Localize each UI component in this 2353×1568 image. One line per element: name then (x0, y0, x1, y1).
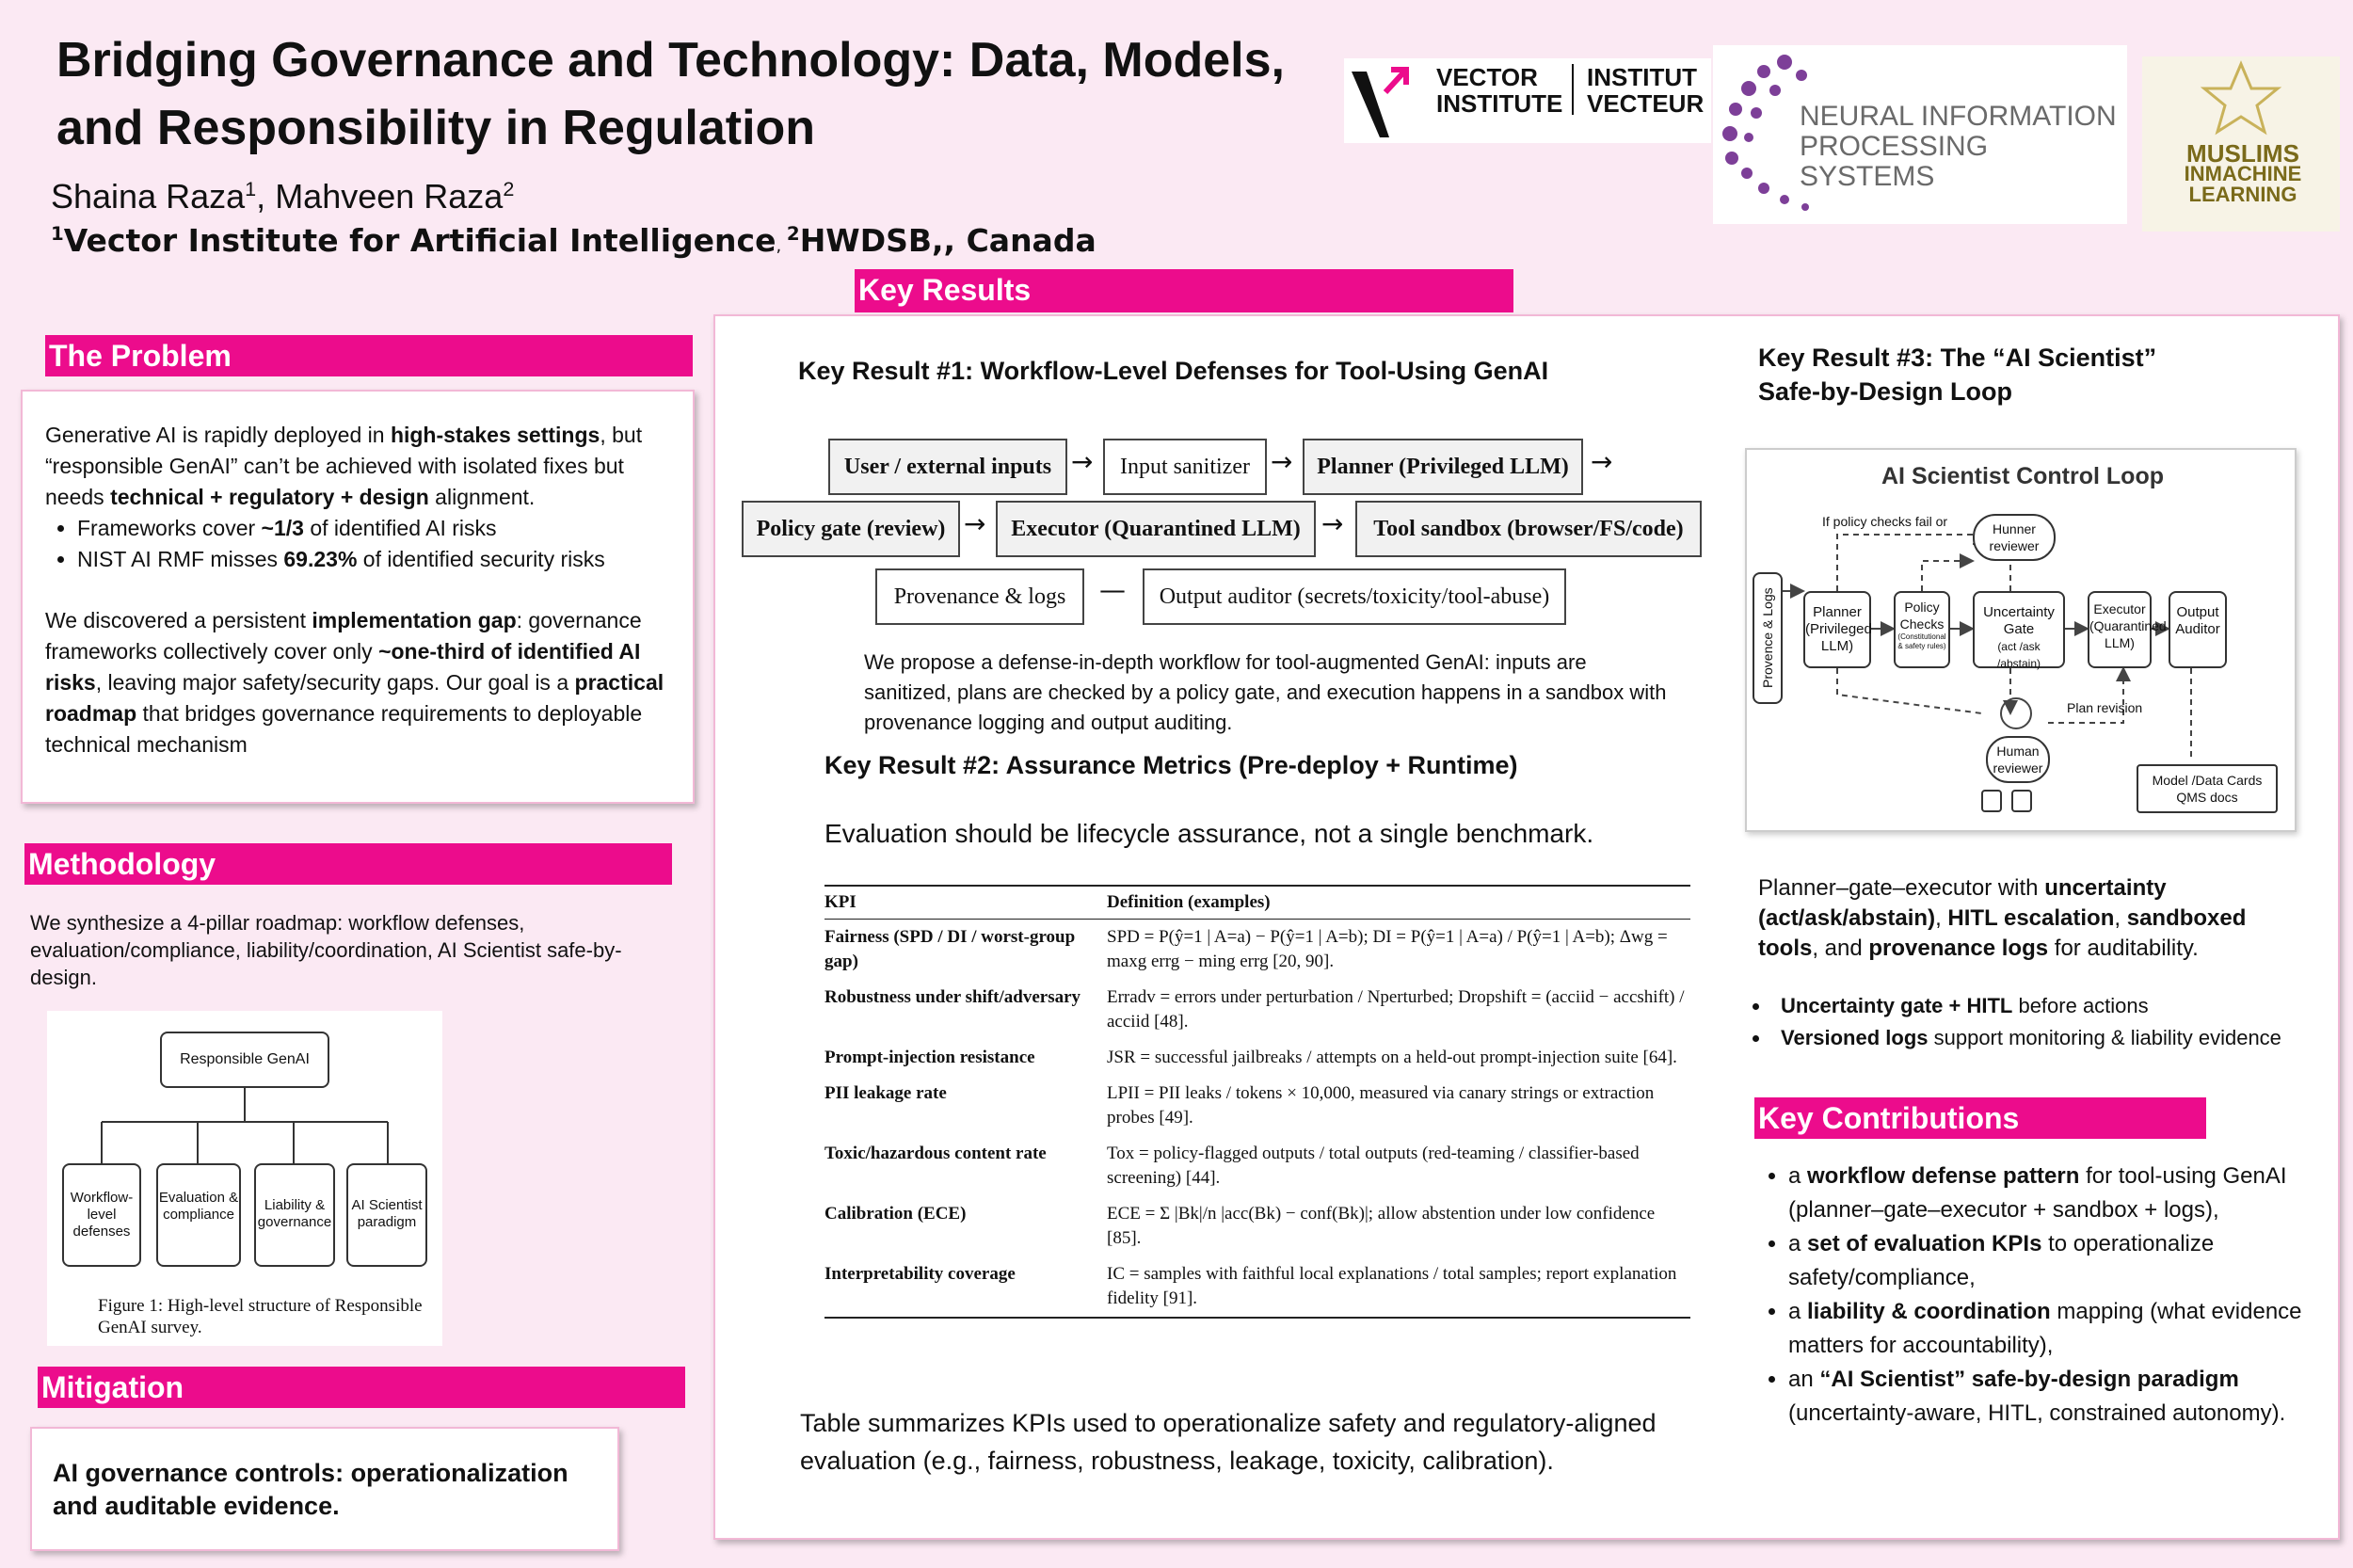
flow-policy-gate: Policy gate (review) (742, 501, 960, 557)
flow-arrow: → (964, 508, 986, 539)
loop-provence-logs: Provence & Logs (1753, 572, 1783, 704)
kpi-table (824, 887, 1690, 1317)
methodology-figure (47, 1011, 442, 1346)
pillar-ai-scientist: AI Scientist paradigm (346, 1163, 427, 1267)
loop-uncertainty-gate: Uncertainty Gate (act /ask /abstain) (1973, 591, 2065, 668)
vector-institute-logo: VECTOR INSTITUTE INSTITUT VECTEUR (1344, 58, 1711, 143)
flow-user-inputs: User / external inputs (828, 439, 1067, 495)
problem-bullets: • Frameworks cover ~1/3 of identified AI risks • NIST AI RMF misses 69.23% of identified security risks (77, 513, 670, 575)
flow-arrow: → (1321, 508, 1344, 539)
figure-caption: Figure 1: High-level structure of Responsible GenAI survey. (98, 1296, 423, 1337)
methodology-heading: Methodology (24, 843, 672, 885)
kr3-text: Planner–gate–executor with uncertainty (act/ask/abstain), HITL escalation, sandboxed tools, and provenance logs for auditability. (1758, 875, 2247, 961)
flow-tool-sandbox: Tool sandbox (browser/FS/code) (1355, 501, 1702, 557)
logo-divider (1572, 64, 1574, 115)
methodology-text: We synthesize a 4-pillar roadmap: workflow defenses, evaluation/compliance, liability/coordination, AI Scientist safe-by-design. (30, 911, 622, 989)
control-loop-diagram (1745, 448, 2297, 832)
tree-root: Responsible GenAI (160, 1032, 329, 1088)
loop-policy-checks: Policy Checks (Constitutional & safety rules) (1894, 591, 1950, 668)
loop-model-cards: Model /Data Cards QMS docs (2137, 764, 2278, 813)
flow-provenance: Provenance & logs (875, 568, 1084, 625)
table-row: Interpretability coverage IC = samples with faithful local explanations / total samples; report explanation fidelity [91]. (824, 1264, 1677, 1308)
table-row: Robustness under shift/adversary Erradv = errors under perturbation / Nperturbed; Dropshift = (acciid − accshift) / acciid [48]. (824, 987, 1685, 1032)
flow-output-auditor: Output auditor (secrets/toxicity/tool-abuse) (1143, 568, 1566, 625)
kr2-title: Key Result #2: Assurance Metrics (Pre-deploy + Runtime) (824, 751, 1518, 779)
kpi-table-wrap (824, 885, 1690, 1319)
mitigation-heading: Mitigation (38, 1367, 685, 1408)
flow-arrow: → (1271, 446, 1293, 477)
neurips-logo: NEURAL INFORMATION PROCESSING SYSTEMS (1713, 45, 2127, 224)
table-row: PII leakage rate LPII = PII leaks / tokens × 10,000, measured via canary strings or extraction probes [49]. (824, 1083, 1655, 1128)
loop-hunner-reviewer: Hunner reviewer (1973, 514, 2056, 561)
table-row: Prompt-injection resistance JSR = successful jailbreaks / attempts on a held-out prompt-injection suite [64]. (824, 1048, 1677, 1067)
pillar-evaluation: Evaluation & compliance (156, 1163, 241, 1267)
loop-human-reviewer: Human reviewer (1986, 736, 2050, 783)
kr1-title: Key Result #1: Workflow-Level Defenses for Tool-Using GenAI (798, 357, 1549, 385)
flow-arrow: → (1071, 446, 1094, 477)
flow-planner: Planner (Privileged LLM) (1303, 439, 1583, 495)
authors: Shaina Raza$^1$, Mahveen Raza$^2$ (51, 177, 515, 216)
flow-input-sanitizer: Input sanitizer (1103, 439, 1267, 495)
flow-dash: — (1099, 574, 1126, 605)
table-row: Calibration (ECE) ECE = Σ |Bk|/n |acc(Bk) − conf(Bk)|; allow abstention under low confidence [85]. (824, 1204, 1656, 1248)
loop-output-auditor: Output Auditor (2169, 591, 2227, 668)
muslims-in-ml-logo: MUSLIMS INMACHINE LEARNING (2142, 56, 2340, 232)
mitigation-box: AI governance controls: operationalization and auditable evidence. (30, 1427, 619, 1551)
kr3-title: Key Result #3: The “AI Scientist” Safe-by-Design Loop (1758, 344, 2157, 406)
flow-executor: Executor (Quarantined LLM) (996, 501, 1316, 557)
flow-arrow: → (1591, 446, 1613, 477)
problem-box: Generative AI is rapidly deployed in high-stakes settings, but “responsible GenAI” can’t be achieved with isolated fixes but needs technical + regulatory + design alignment. • Frameworks cover ~1/3 of identified AI risks • NIST AI RMF misses 69.23% of identified security risks We discovered a persistent implementation gap: governance frameworks collectively cover only ~one-third of identified AI risks, leaving major safety/security gaps. Our goal is a practical roadmap that bridges governance requirements to deployable technical mechanism (21, 390, 695, 804)
pillar-workflow: Workflow-level defenses (62, 1163, 141, 1267)
kr1-text: We propose a defense-in-depth workflow for tool-augmented GenAI: inputs are sanitized, plans are checked by a policy gate, and execution happens in a sandbox with provenance logging and output auditing. (864, 650, 1667, 734)
contributions-list: • a workflow defense pattern for tool-using GenAI (planner–gate–executor + sandbox + logs), • a set of evaluation KPIs to operationalize safety/compliance, • a liability & coordination mapping (what evidence matters for accountability), • an “AI Scientist” safe-by-design paradigm (uncertainty-aware, HITL, constrained autonomy). (1788, 1160, 2334, 1431)
kr3-bullets: • Uncertainty gate + HITL before actions • Versioned logs support monitoring & liability evidence (1753, 990, 2317, 1054)
kr2-subtitle: Evaluation should be lifecycle assurance, not a single benchmark. (824, 819, 1594, 848)
table-row: Toxic/hazardous content rate Tox = policy-flagged outputs / total outputs (red-teaming / classifier-based screening) [44]. (824, 1144, 1640, 1188)
poster-title: Bridging Governance and Technology: Data, Models, and Responsibility in Regulation (56, 33, 1285, 155)
loop-title: AI Scientist Control Loop (1881, 463, 2164, 489)
definition-header: Definition (examples) (1107, 892, 1271, 912)
contributions-heading: Key Contributions (1754, 1097, 2206, 1139)
pillar-liability: Liability & governance (254, 1163, 335, 1267)
star-pattern-icon (2199, 60, 2283, 136)
vector-v-icon (1348, 62, 1414, 141)
loop-fail-label: If policy checks fail or (1822, 514, 1948, 529)
key-results-heading: Key Results (855, 269, 1513, 312)
table-row: Fairness (SPD / DI / worst-group gap) SPD = P(ŷ=1 | A=a) − P(ŷ=1 | A=b); DI = P(ŷ=1 | A=a) / P(ŷ=1 | A=b); Δwg = maxg errg − ming errg [20, 90]. (824, 927, 1668, 971)
table-caption: Table summarizes KPIs used to operationalize safety and regulatory-aligned evaluation (e.g., fairness, robustness, leakage, toxicity, calibration). (800, 1409, 1657, 1475)
problem-heading: The Problem (45, 335, 693, 376)
affiliations: $^1$Vector Institute for Artificial Intelligence, $^2$HWDSB,, Canada (51, 222, 1096, 259)
loop-plan-revision: Plan revision (2067, 700, 2143, 715)
kpi-header: KPI (824, 892, 856, 912)
loop-executor: Executor (Quarantined LLM) (2088, 591, 2152, 668)
loop-planner: Planner (Privileged LLM) (1803, 591, 1871, 668)
